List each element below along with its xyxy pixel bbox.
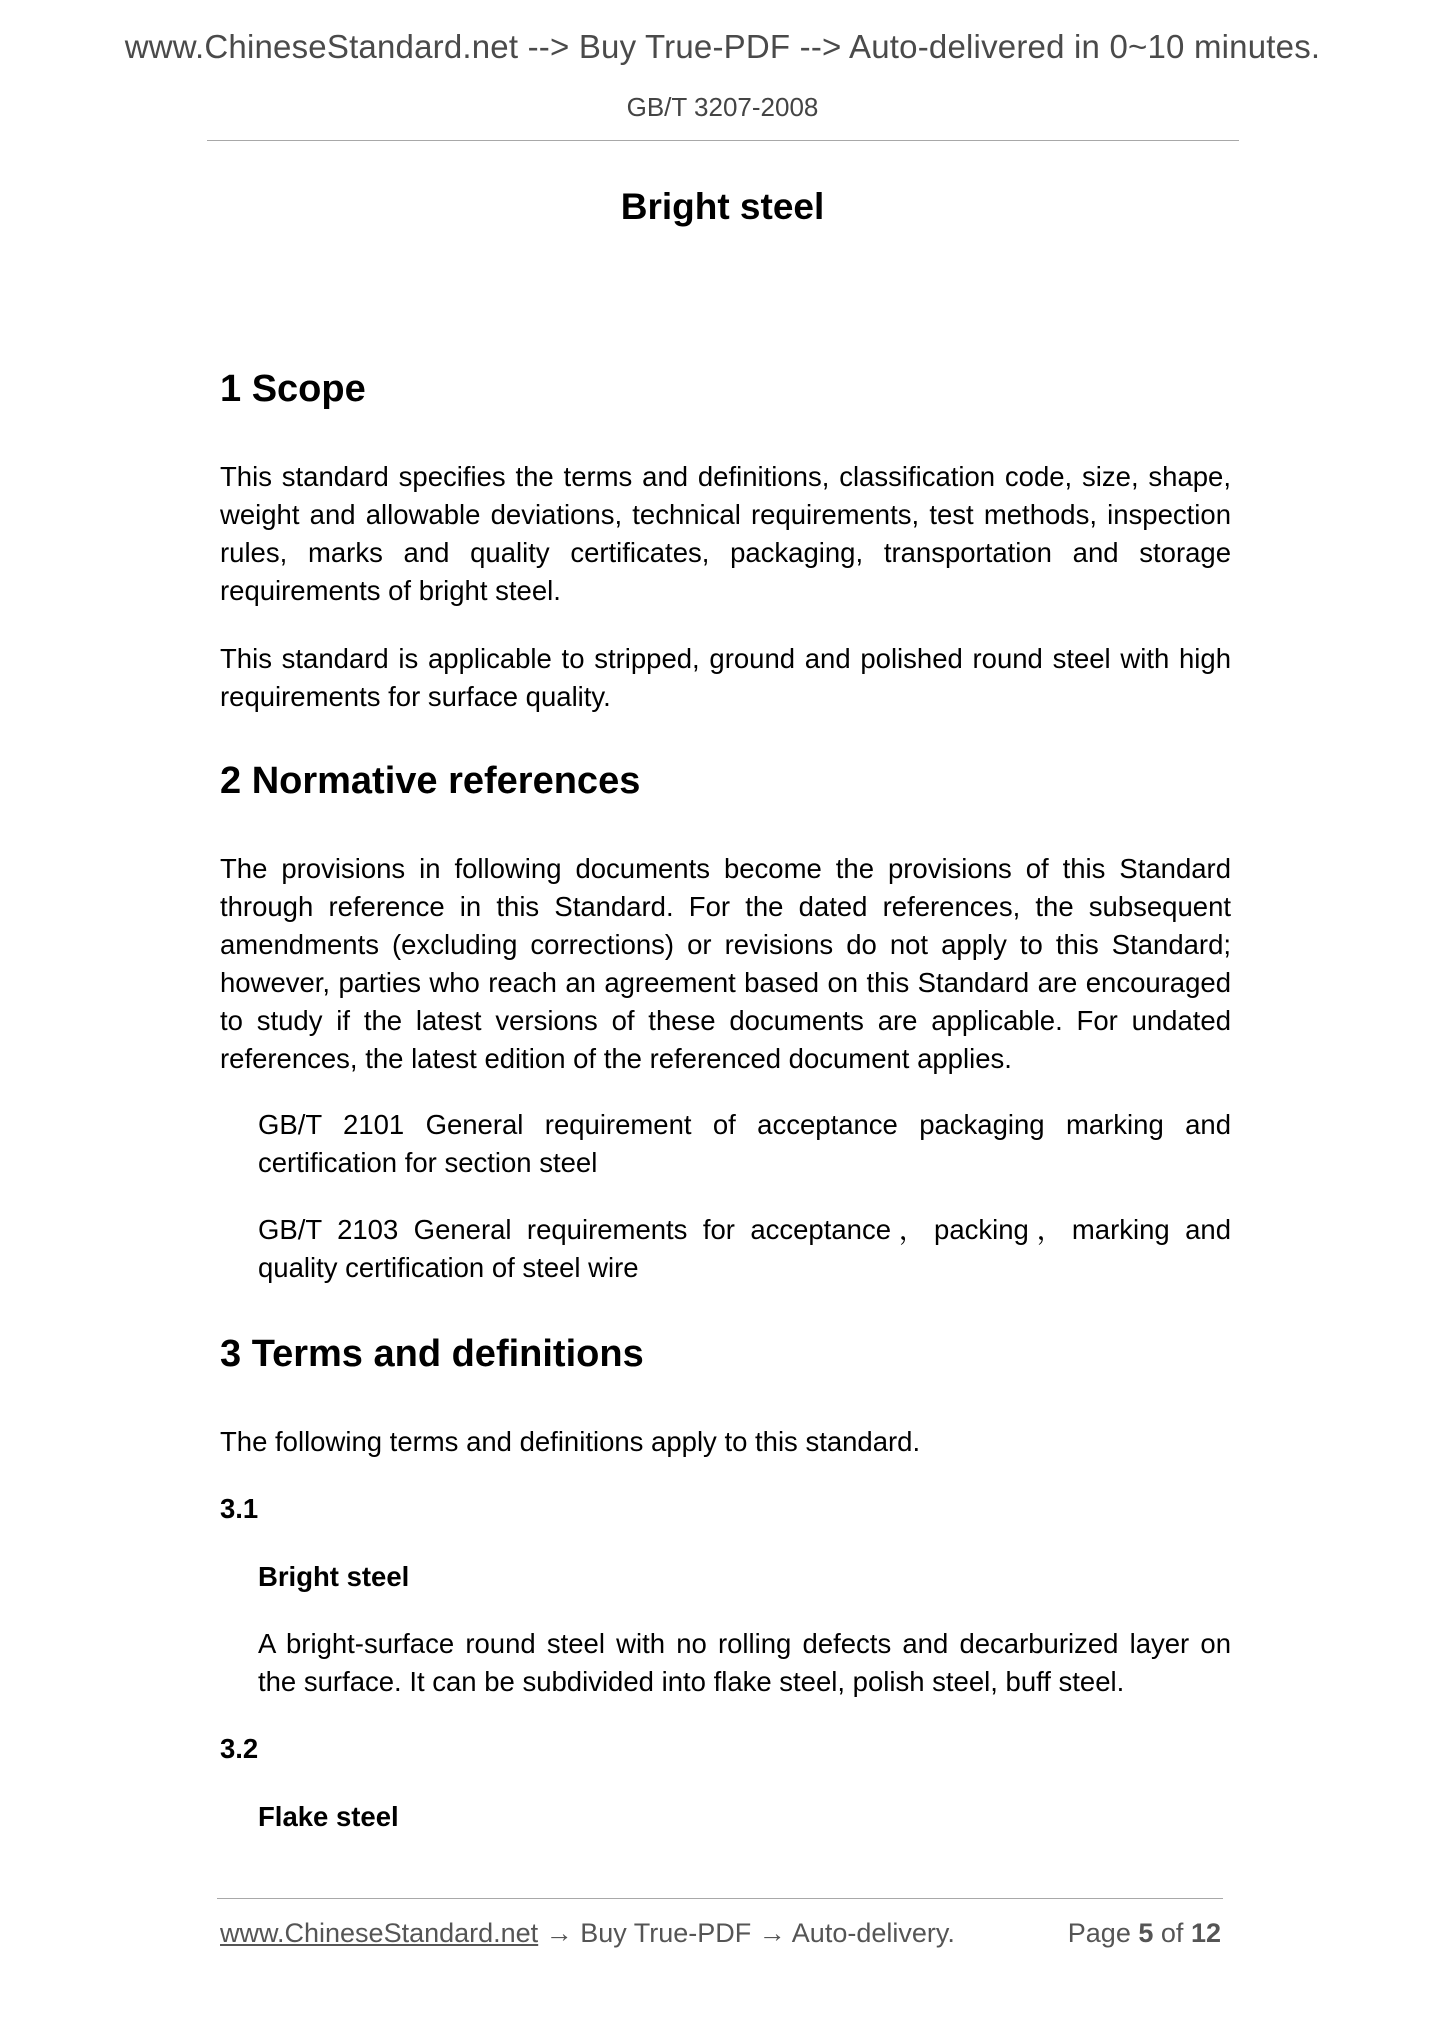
top-banner: www.ChineseStandard.net --> Buy True-PDF --> Auto-delivered in 0~10 minutes. bbox=[124, 28, 1321, 65]
document-code: GB/T 3207-2008 bbox=[626, 92, 819, 122]
term-3-2-number: 3.2 bbox=[220, 1733, 259, 1764]
page-label: Page bbox=[1067, 1918, 1131, 1948]
page-total: 12 bbox=[1190, 1918, 1221, 1948]
header-divider bbox=[207, 140, 1239, 141]
reference-gbt-2101: GB/T 2101 General requirement of acceptance packaging marking and certification for section steel bbox=[258, 1109, 1231, 1178]
arrow-right-icon: → bbox=[545, 1918, 573, 1948]
footer-delivery-text: Auto-delivery. bbox=[791, 1918, 955, 1948]
term-3-1-name: Bright steel bbox=[258, 1561, 410, 1592]
section-1-paragraph-1: This standard specifies the terms and definitions, classification code, size, shape, weight and allowable deviations, technical requirements, test methods, inspection rules, marks and quality certificates, packaging, transportation and storage requirements of bright steel. bbox=[220, 461, 1231, 606]
section-1-paragraph-2: This standard is applicable to stripped, ground and polished round steel with high requirements for surface quality. bbox=[220, 643, 1231, 712]
section-2-paragraph-1: The provisions in following documents become the provisions of this Standard through reference in this Standard. For the dated references, the subsequent amendments (excluding corrections) or revisions do not apply to this Standard; however, parties who reach an agreement based on this Standard are encouraged to study if the latest versions of these documents are applicable. For undated references, the latest edition of the referenced document applies. bbox=[220, 853, 1231, 1074]
footer-site-link[interactable]: www.ChineseStandard.net bbox=[220, 1918, 539, 1948]
section-2-heading: 2 Normative references bbox=[220, 760, 641, 802]
page-of-label: of bbox=[1160, 1918, 1184, 1948]
section-3-heading: 3 Terms and definitions bbox=[220, 1333, 644, 1375]
section-1-heading: 1 Scope bbox=[220, 368, 366, 410]
term-3-1-definition: A bright-surface round steel with no rolling defects and decarburized layer on the surface. It can be subdivided into flake steel, polish steel, buff steel. bbox=[258, 1628, 1231, 1697]
term-3-2-name: Flake steel bbox=[258, 1801, 399, 1832]
page-title: Bright steel bbox=[620, 186, 825, 227]
arrow-right-icon: → bbox=[758, 1918, 786, 1948]
page-indicator bbox=[1068, 1918, 1221, 1949]
page-current: 5 bbox=[1138, 1918, 1154, 1948]
footer-buy-text: Buy True-PDF bbox=[580, 1918, 752, 1948]
reference-gbt-2103: GB/T 2103 General requirements for acceptance，packing，marking and quality certification of steel wire bbox=[258, 1214, 1231, 1283]
section-3-intro: The following terms and definitions apply to this standard. bbox=[220, 1426, 921, 1457]
term-3-1-number: 3.1 bbox=[220, 1493, 259, 1524]
footer-divider bbox=[217, 1898, 1223, 1899]
page-footer bbox=[220, 1918, 1231, 1949]
